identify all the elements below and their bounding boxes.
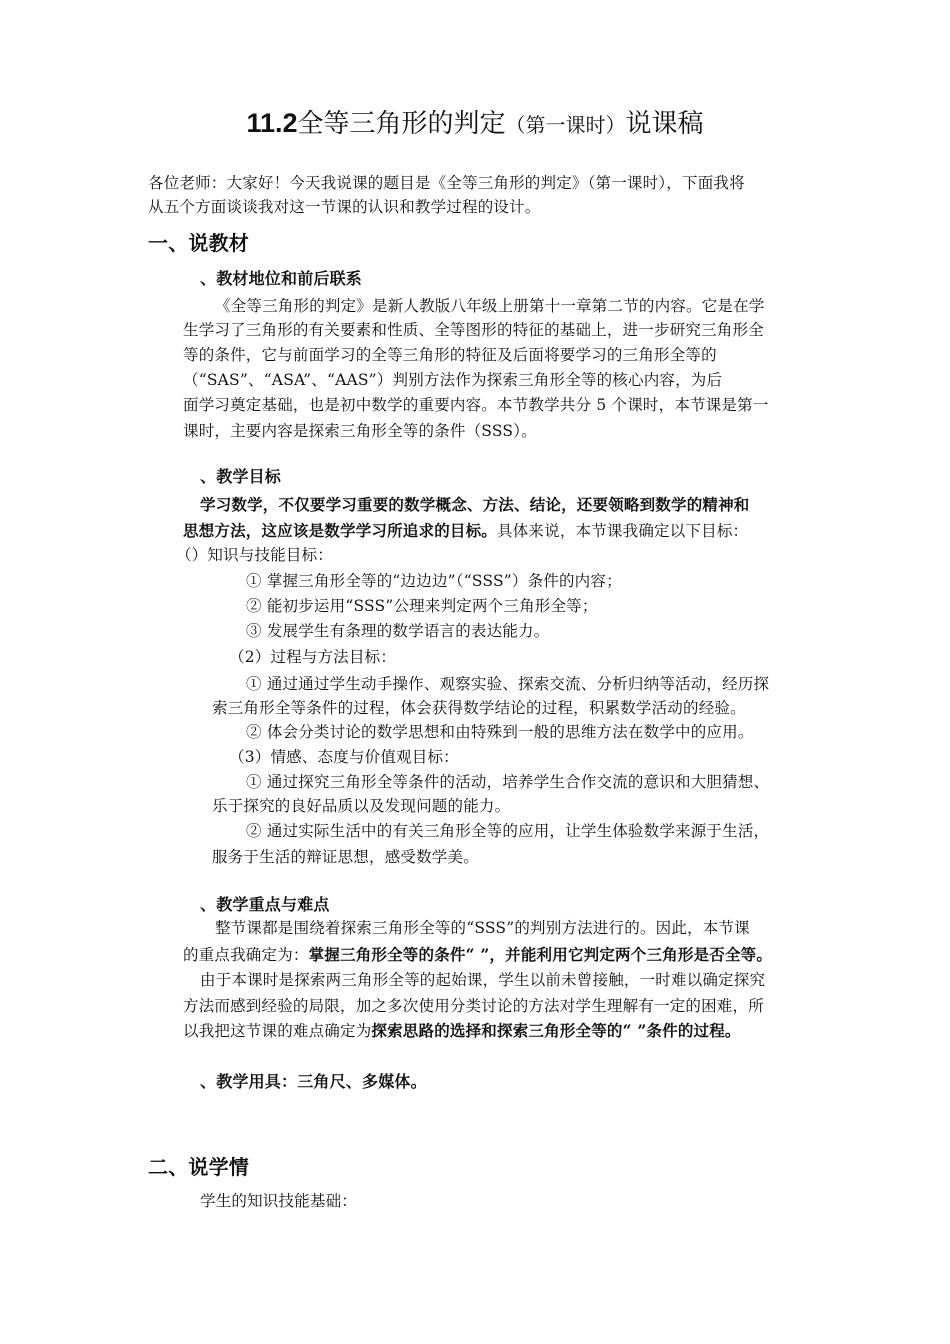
paragraph-line: 由于本课时是探索两三角形全等的起始课，学生以前未曾接触，一时难以确定探究 bbox=[200, 971, 766, 989]
paragraph-line: 学生的知识技能基础： bbox=[200, 1192, 358, 1210]
goals-lead-bold: 学习数学，不仅要学习重要的数学概念、方法、结论，还要领略到数学的精神和 bbox=[200, 495, 750, 514]
goal-item: ① 通过通过学生动手操作、观察实验、探索交流、分析归纳等活动，经历探 bbox=[246, 675, 770, 693]
goal-item: 服务于生活的辩证思想，感受数学美。 bbox=[212, 848, 479, 866]
goal-item: 索三角形全等条件的过程，体会获得数学结论的过程，积累数学活动的经验。 bbox=[212, 699, 746, 717]
key-point-line bbox=[183, 945, 772, 965]
key-point-plain: 的重点我确定为： bbox=[183, 946, 309, 964]
goal-item: ② 能初步运用“SSS”公理来判定两个三角形全等； bbox=[246, 597, 598, 615]
difficulty-bold: 探索思路的选择和探索三角形全等的“ ”条件的过程。 bbox=[371, 1021, 741, 1040]
intro-line-2: 从五个方面谈谈我对这一节课的认识和教学过程的设计。 bbox=[148, 198, 541, 216]
goal-3-heading: （3）情感、态度与价值观目标： bbox=[229, 748, 459, 766]
goal-1-heading: （）知识与技能目标： bbox=[176, 546, 334, 564]
goal-item: ② 通过实际生活中的有关三角形全等的应用，让学生体验数学来源于生活， bbox=[246, 822, 770, 840]
paragraph-line: 《全等三角形的判定》是新人教版八年级上册第十一章第二节的内容。它是在学 bbox=[215, 297, 765, 315]
goal-item: ② 体会分类讨论的数学思想和由特殊到一般的思维方法在数学中的应用。 bbox=[246, 723, 754, 741]
difficulty-line bbox=[183, 1021, 741, 1041]
paragraph-line: 课时，主要内容是探索三角形全等的条件（SSS）。 bbox=[183, 422, 537, 440]
subsection-1-3-heading: 、教学重点与难点 bbox=[200, 895, 330, 914]
goal-item: 乐于探究的良好品质以及发现问题的能力。 bbox=[212, 797, 511, 815]
title-main: 全等三角形的判定 bbox=[297, 109, 506, 139]
difficulty-plain: 以我把这节课的难点确定为 bbox=[183, 1022, 372, 1040]
section-2-heading: 二、说学情 bbox=[148, 1155, 249, 1179]
goals-lead-bold-end: 思想方法，这应该是数学学习所追求的目标。 bbox=[183, 521, 498, 540]
title-sub: （第一课时） bbox=[505, 113, 626, 137]
goal-item: ① 通过探究三角形全等条件的活动，培养学生合作交流的意识和大胆猜想、 bbox=[246, 773, 770, 791]
subsection-1-4-heading: 、教学用具：三角尺、多媒体。 bbox=[200, 1072, 427, 1091]
page-title bbox=[0, 103, 950, 140]
section-1-heading: 一、说教材 bbox=[148, 231, 249, 255]
paragraph-line: 方法而感到经验的局限，加之多次使用分类讨论的方法对学生理解有一定的困难，所 bbox=[183, 997, 764, 1015]
intro-line-1: 各位老师：大家好！今天我说课的题目是《全等三角形的判定》（第一课时），下面我将 bbox=[148, 174, 745, 192]
goal-2-heading: （2）过程与方法目标： bbox=[229, 648, 397, 666]
key-point-bold: 掌握三角形全等的条件“ ”，并能利用它判定两个三角形是否全等。 bbox=[308, 945, 773, 964]
title-number: 11.2 bbox=[246, 108, 298, 138]
subsection-1-2-heading: 、教学目标 bbox=[200, 467, 282, 486]
paragraph-line: 整节课都是围绕着探索三角形全等的“SSS”的判别方法进行的。因此，本节课 bbox=[215, 919, 750, 937]
goals-lead-rest: 具体来说，本节课我确定以下目标： bbox=[497, 522, 749, 540]
paragraph-line: 面学习奠定基础，也是初中数学的重要内容。本节教学共分 5 个课时，本节课是第一 bbox=[183, 396, 769, 414]
title-tail: 说课稿 bbox=[625, 109, 704, 139]
paragraph-line: 等的条件，它与前面学习的全等三角形的特征及后面将要学习的三角形全等的 bbox=[183, 346, 717, 364]
paragraph-line: （“SAS”、“ASA”、“AAS”）判别方法作为探索三角形全等的核心内容，为后 bbox=[183, 371, 723, 389]
subsection-1-1-heading: 、教材地位和前后联系 bbox=[200, 269, 363, 288]
goals-lead-line bbox=[183, 521, 748, 541]
paragraph-line: 生学习了三角形的有关要素和性质、全等图形的特征的基础上，进一步研究三角形全 bbox=[183, 321, 764, 339]
goal-item: ① 掌握三角形全等的“边边边”（“SSS”）条件的内容； bbox=[246, 572, 622, 590]
goal-item: ③ 发展学生有条理的数学语言的表达能力。 bbox=[246, 622, 550, 640]
